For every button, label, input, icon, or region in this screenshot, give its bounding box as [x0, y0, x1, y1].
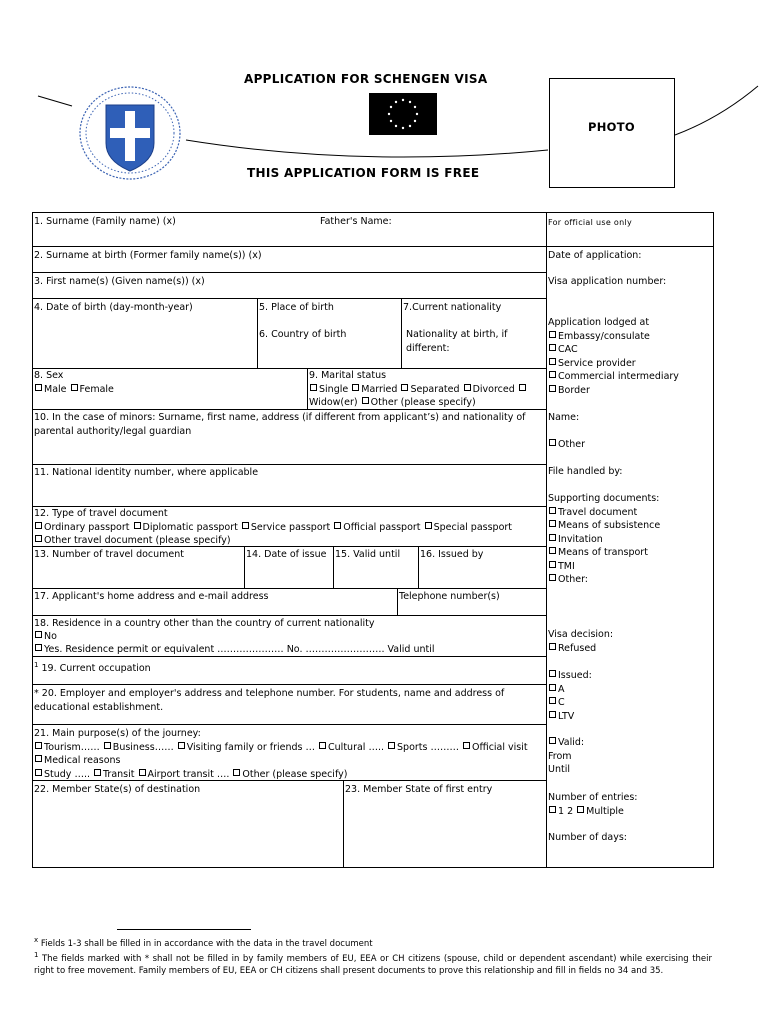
decision-label: Visa decision: [548, 629, 614, 640]
supporting-label: Supporting documents: [548, 493, 660, 504]
current-occupation-label: 19. Current occupation [41, 663, 151, 675]
travel-doc-service[interactable]: Service passport [241, 522, 330, 533]
issued-ltv[interactable]: LTV [548, 711, 574, 722]
official-valid [548, 736, 584, 777]
checkbox-icon[interactable] [388, 742, 395, 749]
photo-box [549, 78, 675, 188]
journey-purpose-label: 21. Main purpose(s) of the journey: [34, 728, 201, 739]
checkbox-icon[interactable] [549, 684, 556, 691]
official-name: Name: [548, 412, 580, 423]
official-visa-application-number: Visa application number: [548, 276, 667, 287]
purpose-medical[interactable]: Medical reasons [34, 755, 121, 766]
purpose-visiting[interactable]: Visiting family or friends … [177, 742, 318, 753]
entries-1[interactable]: 1 [548, 806, 564, 817]
nationality-at-birth-line2: different: [406, 342, 450, 354]
issued-c[interactable]: C [548, 697, 565, 708]
field-destination-states[interactable]: 22. Member State(s) of destination [34, 784, 201, 795]
checkbox-icon[interactable] [549, 806, 556, 813]
field-surname[interactable]: 1. Surname (Family name) (x) [34, 216, 176, 227]
checkbox-icon[interactable] [549, 385, 556, 392]
footnote-separator [117, 929, 251, 930]
field-journey-purpose [32, 724, 530, 784]
decision-refused[interactable]: Refused [548, 643, 596, 654]
purpose-sports[interactable]: Sports ……… [387, 742, 462, 753]
marital-divorced[interactable]: Divorced [463, 384, 528, 395]
lodged-border[interactable]: Border [548, 385, 590, 396]
checkbox-icon[interactable] [352, 384, 359, 391]
supporting-other[interactable]: Other: [548, 574, 588, 585]
field-date-of-birth[interactable]: 4. Date of birth (day-month-year) [34, 302, 193, 313]
travel-doc-diplomatic[interactable]: Diplomatic passport [133, 522, 238, 533]
lodged-label: Application lodged at [548, 317, 650, 328]
official-supporting-documents [548, 492, 660, 587]
form-subtitle: THIS APPLICATION FORM IS FREE [247, 166, 480, 180]
travel-doc-ordinary[interactable]: Ordinary passport [34, 522, 130, 533]
official-number-of-entries [548, 791, 638, 818]
checkbox-icon[interactable] [549, 520, 556, 527]
checkbox-icon[interactable] [233, 769, 240, 776]
valid-from: From [548, 750, 572, 762]
footnote-2-mark: 1 [34, 951, 39, 959]
marital-widow[interactable]: Widow(er) [309, 397, 358, 408]
field-current-nationality[interactable]: 7.Current nationality [403, 302, 502, 313]
field-telephone[interactable]: Telephone number(s) [399, 591, 500, 602]
checkbox-icon[interactable] [35, 755, 42, 762]
lodged-embassy[interactable]: Embassy/consulate [548, 331, 650, 342]
residence-no[interactable]: No [34, 631, 57, 642]
valid-until: Until [548, 764, 570, 775]
official-file-handled-by: File handled by: [548, 466, 623, 477]
purpose-airport-transit[interactable]: Airport transit …. [138, 769, 233, 780]
marital-other[interactable]: Other (please specify) [361, 397, 476, 408]
checkbox-icon[interactable] [178, 742, 185, 749]
field-surname-at-birth[interactable]: 2. Surname at birth (Former family name(s)) (x) [34, 250, 262, 261]
lodged-cac[interactable]: CAC [548, 344, 578, 355]
entries-multiple[interactable]: Multiple [576, 806, 624, 817]
official-visa-decision [548, 628, 613, 655]
checkbox-icon[interactable] [519, 384, 526, 391]
field-current-occupation[interactable] [32, 656, 153, 679]
checkbox-icon[interactable] [310, 384, 317, 391]
checkbox-icon[interactable] [549, 358, 556, 365]
official-lodged-at [548, 316, 679, 397]
field-minors-guardian[interactable] [32, 408, 528, 441]
checkbox-icon[interactable] [94, 769, 101, 776]
employer-line2: educational establishment. [34, 701, 164, 713]
supporting-tmi[interactable]: TMI [548, 561, 575, 572]
official-date-of-application: Date of application: [548, 250, 642, 261]
purpose-other[interactable]: Other (please specify) [232, 769, 347, 780]
field-date-of-issue[interactable]: 14. Date of issue [246, 549, 327, 560]
footnote-1-text: Fields 1-3 shall be filled in in accordance with the data in the travel document [40, 938, 373, 949]
purpose-official[interactable]: Official visit [462, 742, 528, 753]
marital-status-label: 9. Marital status [309, 370, 387, 381]
checkbox-icon[interactable] [549, 547, 556, 554]
checkbox-icon[interactable] [549, 697, 556, 704]
marital-married[interactable]: Married [351, 384, 397, 395]
residence-label: 18. Residence in a country other than the country of current nationality [34, 618, 375, 629]
field-sex [32, 366, 116, 399]
checkbox-icon[interactable] [35, 522, 42, 529]
field-employer[interactable] [32, 684, 506, 717]
footnote-mark: 1 [34, 661, 39, 669]
checkbox-icon[interactable] [549, 371, 556, 378]
official-use-heading: For official use only [548, 218, 633, 227]
checkbox-icon[interactable] [71, 384, 78, 391]
checkbox-icon[interactable] [549, 737, 556, 744]
checkbox-icon[interactable] [549, 534, 556, 541]
supporting-subsistence[interactable]: Means of subsistence [548, 520, 660, 531]
eu-flag [369, 93, 437, 135]
travel-doc-other[interactable]: Other travel document (please specify) [34, 535, 231, 546]
checkbox-icon[interactable] [549, 439, 556, 446]
field-issued-by[interactable]: 16. Issued by [420, 549, 484, 560]
nationality-at-birth-line1: Nationality at birth, if [406, 329, 508, 340]
travel-doc-label: 12. Type of travel document [34, 508, 168, 519]
field-nationality-at-birth[interactable] [404, 325, 510, 358]
checkbox-icon[interactable] [549, 561, 556, 568]
photo-label: PHOTO [588, 120, 635, 134]
purpose-transit[interactable]: Transit [93, 769, 138, 780]
checkbox-icon[interactable] [463, 742, 470, 749]
purpose-study[interactable]: Study ….. [34, 769, 93, 780]
entries-2[interactable]: 2 [567, 805, 574, 817]
minors-line2: parental authority/legal guardian [34, 425, 192, 437]
marital-separated[interactable]: Separated [400, 384, 459, 395]
minors-line1: 10. In the case of minors: Surname, first name, address (if different from applicant’s) and nationality of [34, 412, 526, 423]
footnote-1-mark: x [34, 936, 39, 944]
checkbox-icon[interactable] [104, 742, 111, 749]
checkbox-icon[interactable] [35, 644, 42, 651]
field-travel-document-number[interactable]: 13. Number of travel document [34, 549, 184, 560]
supporting-transport[interactable]: Means of transport [548, 547, 648, 558]
footnote-1 [34, 934, 714, 950]
footnote-2 [34, 949, 712, 978]
field-place-of-birth[interactable]: 5. Place of birth [259, 302, 334, 313]
field-travel-document-type [32, 504, 514, 551]
travel-doc-special[interactable]: Special passport [424, 522, 512, 533]
field-home-address[interactable]: 17. Applicant's home address and e-mail address [34, 591, 269, 602]
residence-yes[interactable]: Yes. Residence permit or equivalent ………………… No. ……………………. Valid until [34, 644, 435, 655]
checkbox-icon[interactable] [549, 344, 556, 351]
field-first-entry-state[interactable]: 23. Member State of first entry [345, 784, 493, 795]
purpose-business[interactable]: Business…… [103, 742, 177, 753]
checkbox-icon[interactable] [549, 711, 556, 718]
checkbox-icon[interactable] [401, 384, 408, 391]
checkbox-icon[interactable] [549, 331, 556, 338]
checkbox-icon[interactable] [319, 742, 326, 749]
valid-label[interactable]: Valid: [548, 737, 584, 748]
field-national-id[interactable]: 11. National identity number, where applicable [34, 467, 259, 478]
supporting-travel-doc[interactable]: Travel document [548, 507, 637, 518]
checkbox-icon[interactable] [464, 384, 471, 391]
checkbox-icon[interactable] [35, 769, 42, 776]
checkbox-icon[interactable] [35, 384, 42, 391]
greek-emblem [76, 83, 184, 183]
field-fathers-name[interactable]: Father's Name: [320, 216, 392, 227]
field-residence [32, 614, 437, 659]
footnote-2-text: The fields marked with * shall not be filled in by family members of EU, EEA or CH citizens (spouse, child or dependent ascendant) while exercising their right to free movement. Family members of EU, EEA or CH citizens shall present documents to prove this relationship and fill in fields no 34 and 35. [34, 953, 713, 977]
field-valid-until[interactable]: 15. Valid until [335, 549, 401, 560]
field-marital-status [307, 366, 530, 413]
checkbox-icon[interactable] [139, 769, 146, 776]
travel-doc-official[interactable]: Official passport [333, 522, 420, 533]
form-title: APPLICATION FOR SCHENGEN VISA [244, 72, 488, 86]
checkbox-icon[interactable] [425, 522, 432, 529]
checkbox-icon[interactable] [549, 574, 556, 581]
sex-label: 8. Sex [34, 370, 64, 381]
checkbox-icon[interactable] [334, 522, 341, 529]
issued-label[interactable]: Issued: [548, 670, 592, 681]
issued-a[interactable]: A [548, 684, 565, 695]
checkbox-icon[interactable] [134, 522, 141, 529]
lodged-commercial[interactable]: Commercial intermediary [548, 371, 679, 382]
supporting-invitation[interactable]: Invitation [548, 534, 603, 545]
checkbox-icon[interactable] [35, 535, 42, 542]
checkbox-icon[interactable] [242, 522, 249, 529]
field-first-names[interactable]: 3. First name(s) (Given name(s)) (x) [34, 276, 205, 287]
field-country-of-birth[interactable]: 6. Country of birth [259, 329, 347, 340]
checkbox-icon[interactable] [35, 631, 42, 638]
official-issued [548, 669, 592, 723]
checkbox-icon[interactable] [549, 670, 556, 677]
purpose-cultural[interactable]: Cultural ….. [318, 742, 387, 753]
purpose-tourism[interactable]: Tourism…… [34, 742, 103, 753]
official-other[interactable]: Other [548, 438, 585, 452]
entries-label: Number of entries: [548, 792, 638, 803]
checkbox-icon[interactable] [577, 806, 584, 813]
official-number-of-days: Number of days: [548, 832, 627, 843]
checkbox-icon[interactable] [549, 643, 556, 650]
checkbox-icon[interactable] [362, 397, 369, 404]
lodged-service-provider[interactable]: Service provider [548, 358, 636, 369]
marital-single[interactable]: Single [309, 384, 348, 395]
checkbox-icon[interactable] [549, 507, 556, 514]
employer-line1: * 20. Employer and employer's address and telephone number. For students, name and address of [34, 688, 505, 699]
checkbox-icon[interactable] [35, 742, 42, 749]
sex-option-female[interactable]: Female [70, 384, 114, 395]
sex-option-male[interactable]: Male [34, 384, 67, 395]
